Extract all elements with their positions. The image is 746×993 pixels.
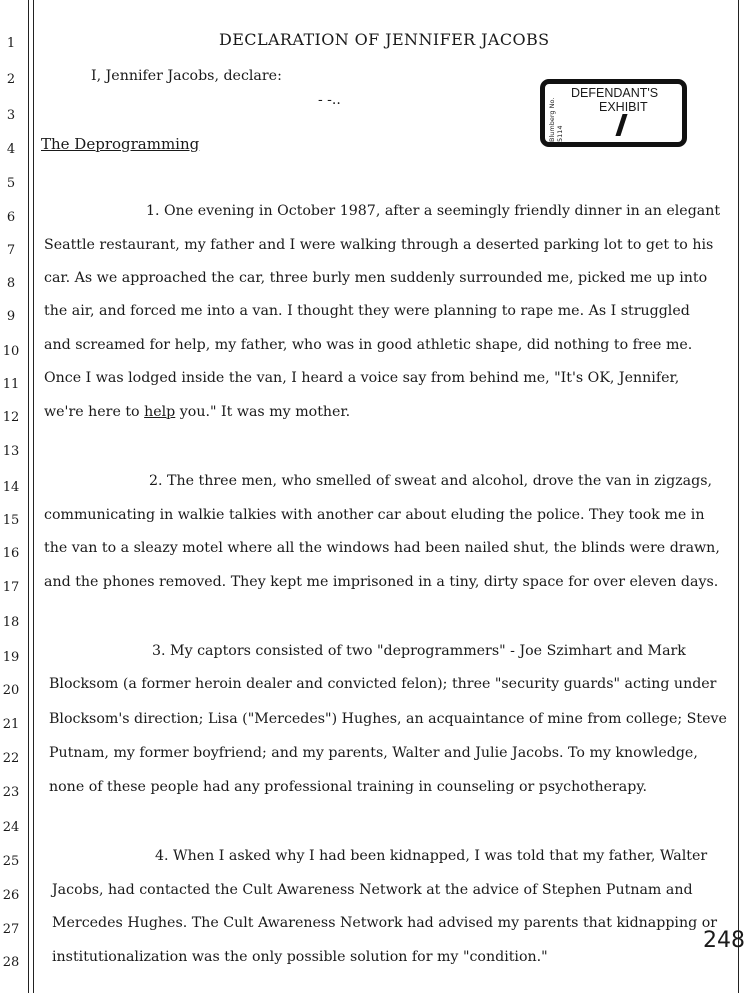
- line-number: 10: [2, 344, 20, 359]
- body-line: and the phones removed. They kept me imprisoned in a tiny, dirty space for over eleven days.: [44, 574, 719, 590]
- document-title: DECLARATION OF JENNIFER JACOBS: [219, 30, 550, 49]
- line-number: 5: [6, 176, 16, 191]
- line-number: 22: [2, 751, 20, 766]
- stamp-line-1: DEFENDANT'S: [571, 86, 659, 100]
- body-line: car. As we approached the car, three burly men suddenly surrounded me, picked me up into: [44, 270, 708, 286]
- left-margin-rule: [28, 0, 29, 993]
- body-line: institutionalization was the only possible solution for my "condition.": [52, 949, 548, 965]
- body-line: communicating in walkie talkies with another car about eluding the police. They took me in: [44, 507, 705, 523]
- line-number: 25: [2, 854, 20, 869]
- body-line: 3. My captors consisted of two "deprogrammers" - Joe Szimhart and Mark: [152, 643, 686, 659]
- line-number: 12: [2, 410, 20, 425]
- stamp-exhibit-mark: [615, 114, 627, 136]
- exhibit-stamp: [540, 79, 687, 147]
- line-number: 2: [6, 72, 16, 87]
- emphasized-word: help: [144, 404, 176, 420]
- body-line: Mercedes Hughes. The Cult Awareness Network had advised my parents that kidnapping or: [52, 915, 718, 931]
- line-number: 6: [6, 210, 16, 225]
- page-number: 248: [703, 928, 745, 953]
- body-line: 1. One evening in October 1987, after a seemingly friendly dinner in an elegant: [146, 203, 721, 219]
- stamp-side-text: Blumberg No. 5114: [548, 97, 564, 142]
- line-number: 20: [2, 683, 20, 698]
- line-number: 15: [2, 513, 20, 528]
- stray-mark: - -..: [318, 92, 341, 108]
- line-number: 9: [6, 309, 16, 324]
- line-number: 11: [2, 377, 20, 392]
- line-number: 14: [2, 480, 20, 495]
- body-line: Seattle restaurant, my father and I were walking through a deserted parking lot to get to his: [44, 237, 714, 253]
- body-line: 2. The three men, who smelled of sweat and alcohol, drove the van in zigzags,: [149, 473, 712, 489]
- body-line: none of these people had any professional training in counseling or psychotherapy.: [49, 779, 647, 795]
- line-number: 7: [6, 243, 16, 258]
- intro-line: I, Jennifer Jacobs, declare:: [91, 68, 282, 84]
- body-line: Once I was lodged inside the van, I heard a voice say from behind me, "It's OK, Jennifer,: [44, 370, 680, 386]
- line-number: 18: [2, 615, 20, 630]
- line-12-after: you." It was my mother.: [175, 404, 351, 420]
- line-number: 1: [6, 36, 16, 51]
- body-line: Blocksom's direction; Lisa ("Mercedes") Hughes, an acquaintance of mine from college; Steve: [49, 711, 727, 727]
- line-12-before: we're here to: [44, 404, 145, 420]
- line-number: 23: [2, 785, 20, 800]
- line-number: 28: [2, 955, 20, 970]
- stamp-line-2: EXHIBIT: [599, 100, 648, 114]
- line-number: 3: [6, 108, 16, 123]
- line-number: 4: [6, 142, 16, 157]
- body-line: [44, 404, 350, 420]
- body-line: the air, and forced me into a van. I thought they were planning to rape me. As I struggled: [44, 303, 690, 319]
- body-line: Blocksom (a former heroin dealer and convicted felon); three "security guards" acting under: [49, 676, 717, 692]
- body-line: Jacobs, had contacted the Cult Awareness Network at the advice of Stephen Putnam and: [52, 882, 693, 898]
- body-line: the van to a sleazy motel where all the windows had been nailed shut, the blinds were drawn,: [44, 540, 720, 556]
- line-number: 16: [2, 546, 20, 561]
- line-number: 19: [2, 650, 20, 665]
- line-number: 27: [2, 922, 20, 937]
- body-line: 4. When I asked why I had been kidnapped, I was told that my father, Walter: [155, 848, 708, 864]
- body-line: Putnam, my former boyfriend; and my parents, Walter and Julie Jacobs. To my knowledge,: [49, 745, 698, 761]
- section-heading: The Deprogramming: [41, 135, 200, 153]
- line-number: 24: [2, 820, 20, 835]
- line-number: 21: [2, 717, 20, 732]
- line-number: 13: [2, 444, 20, 459]
- line-number: 26: [2, 888, 20, 903]
- line-number: 8: [6, 276, 16, 291]
- right-margin-rule: [738, 0, 739, 993]
- left-margin-rule-inner: [33, 0, 34, 993]
- line-number: 17: [2, 580, 20, 595]
- body-line: and screamed for help, my father, who was in good athletic shape, did nothing to free me.: [44, 337, 693, 353]
